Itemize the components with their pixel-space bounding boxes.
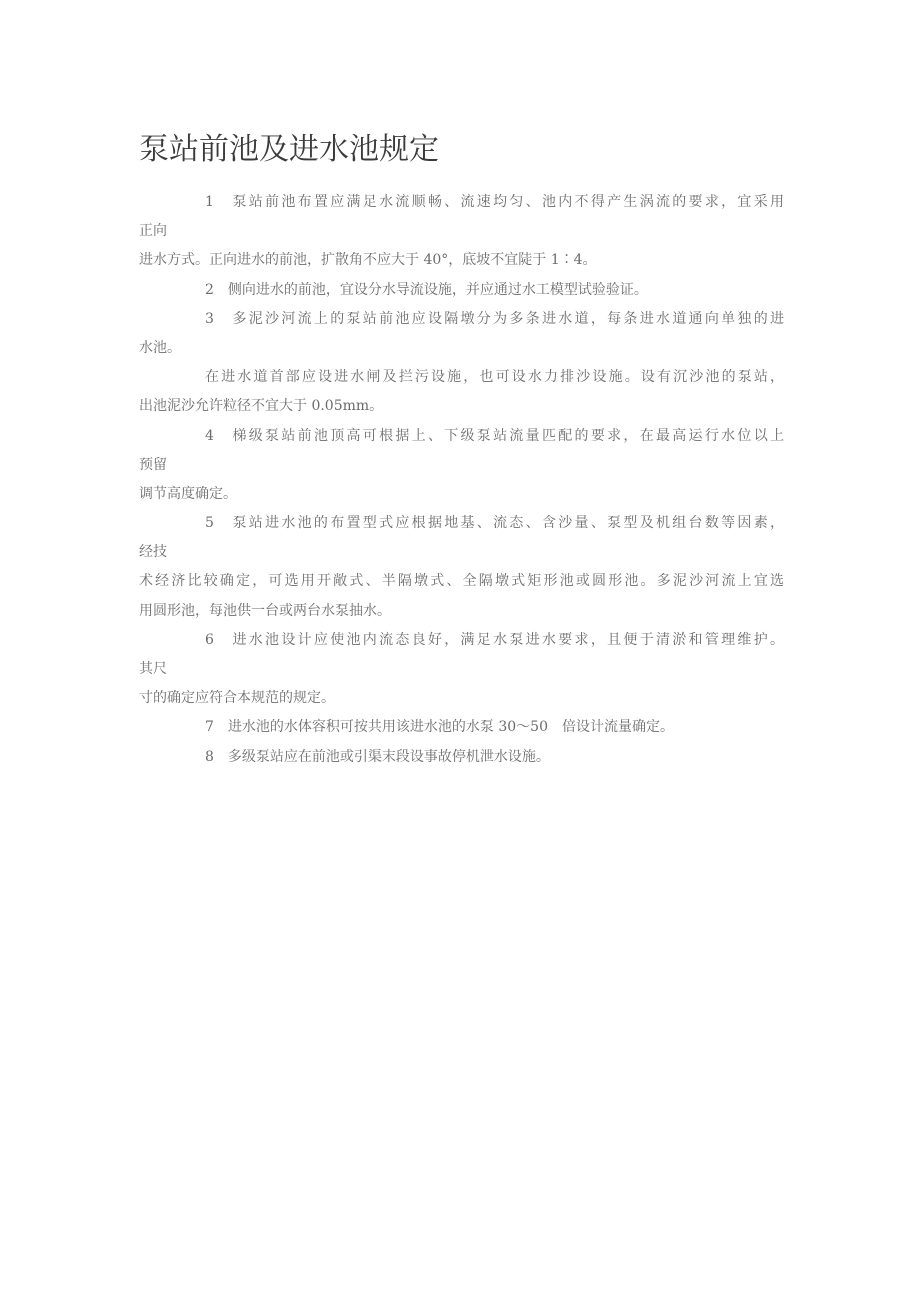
text-line: 寸的确定应符合本规范的规定。	[139, 690, 335, 707]
text-line: 用圆形池，每池供一台或两台水泵抽水。	[139, 602, 391, 619]
text-line: 预留	[139, 456, 167, 473]
text-line: 在进水道首部应设进水闸及拦污设施，也可设水力排沙设施。设有沉沙池的泵站，	[205, 369, 784, 386]
text-line: 6 进水池设计应使池内流态良好，满足水泵进水要求，且便于清淤和管理维护。	[205, 631, 784, 648]
text-line: 2 侧向进水的前池，宜设分水导流设施，并应通过水工模型试验验证。	[205, 281, 648, 298]
text-line: 5 泵站进水池的布置型式应根据地基、流态、含沙量、泵型及机组台数等因素，	[205, 515, 784, 532]
text-line: 出池泥沙允许粒径不宜大于 0.05mm。	[139, 398, 384, 415]
text-line: 4 梯级泵站前池顶高可根据上、下级泵站流量匹配的要求，在最高运行水位以上	[205, 427, 784, 444]
text-line: 1 泵站前池布置应满足水流顺畅、流速均匀、池内不得产生涡流的要求，宜采用	[205, 194, 784, 210]
document-body	[139, 188, 784, 772]
text-line: 其尺	[139, 661, 167, 677]
text-line: 8 多级泵站应在前池或引渠末段设事故停机泄水设施。	[205, 748, 550, 765]
text-line: 调节高度确定。	[139, 485, 237, 502]
text-line: 水池。	[139, 339, 181, 356]
text-line: 7 进水池的水体容积可按共用该进水池的水泵 30～50 倍设计流量确定。	[205, 719, 674, 736]
text-line: 经技	[139, 544, 167, 561]
text-line: 术经济比较确定，可选用开敞式、半隔墩式、全隔墩式矩形池或圆形池。多泥沙河流上宜选	[139, 573, 784, 590]
text-line: 正向	[139, 223, 167, 240]
text-line: 进水方式。正向进水的前池，扩散角不应大于 40°，底坡不宜陡于 1∶4。	[139, 252, 597, 269]
page-title: 泵站前池及进水池规定	[139, 132, 439, 167]
text-line: 3 多泥沙河流上的泵站前池应设隔墩分为多条进水道，每条进水道通向单独的进	[205, 310, 784, 327]
